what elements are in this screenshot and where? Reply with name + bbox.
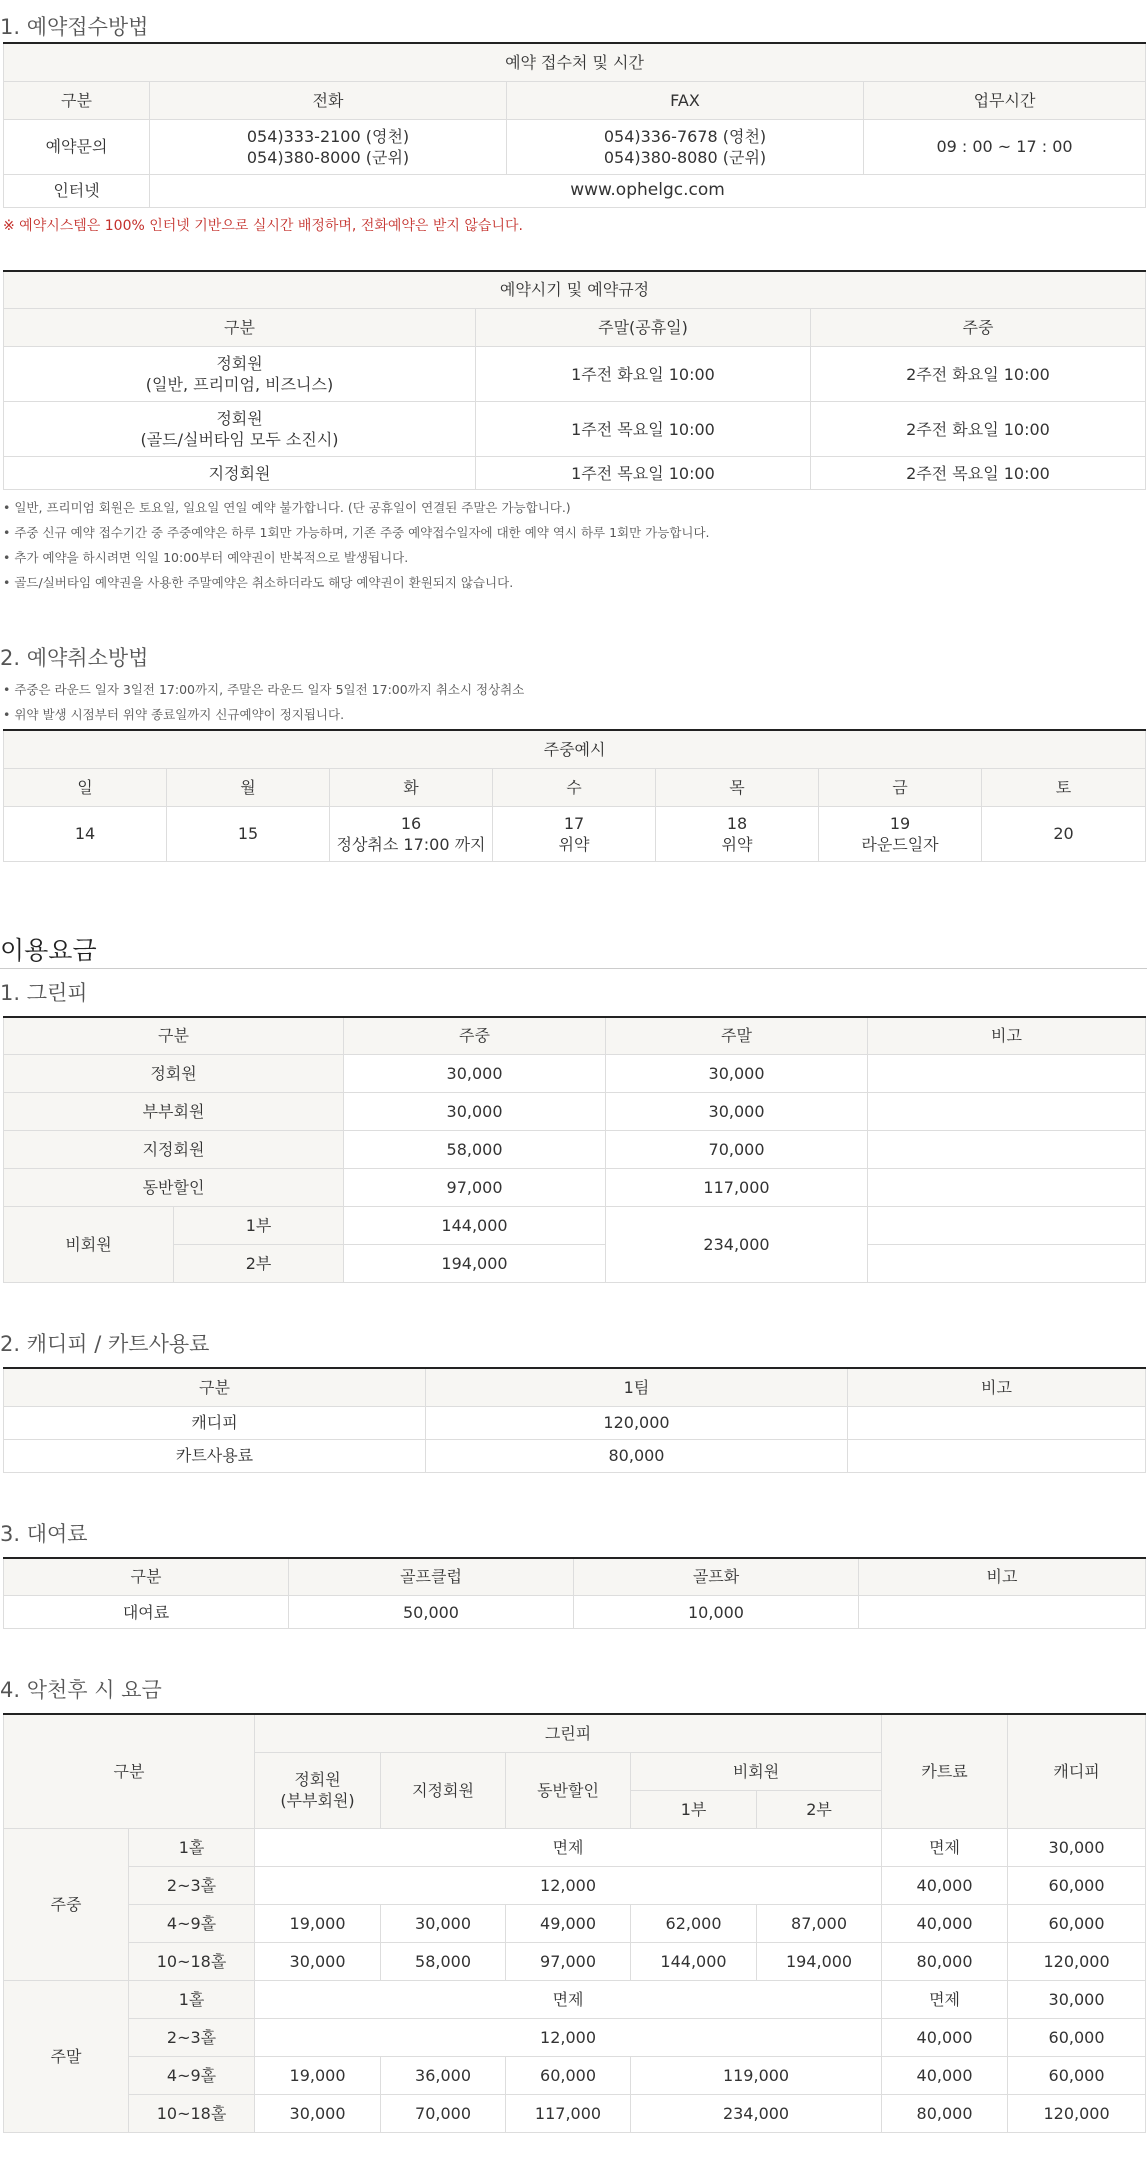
green-fee-heading: 1. 그린피 [0,980,88,1005]
date: 20 [1053,824,1074,843]
table-row [4,1439,1146,1472]
fax-cell [507,119,864,174]
table-row [4,1169,1146,1207]
cart-fee: 40,000 [882,1866,1008,1904]
reservation-notes [0,495,1147,595]
caddie-fee: 60,000 [1008,2018,1146,2056]
holes-label: 1홀 [129,1828,255,1866]
rental-table [3,1557,1146,1630]
holes-label: 10~18홀 [129,1942,255,1980]
weather-heading: 4. 악천후 시 요금 [0,1678,162,1702]
weekday-fee: 30,000 [344,1055,606,1093]
status: 위약 [558,834,590,854]
day-cell [982,806,1146,861]
club-fee: 50,000 [289,1596,574,1629]
row-label: 부부회원 [4,1093,344,1131]
green-fee: 30,000 [255,1942,381,1980]
weekday-fee: 58,000 [344,1131,606,1169]
remarks-cell [848,1406,1146,1439]
cart-fee: 면제 [882,1980,1008,2018]
holes-label: 4~9홀 [129,1904,255,1942]
header-cell: FAX [507,81,864,119]
weekend-fee: 70,000 [606,1131,868,1169]
day-header: 월 [167,768,330,806]
fee-cell: 120,000 [426,1406,848,1439]
part-label: 2부 [174,1245,344,1283]
remarks-cell [868,1245,1146,1283]
table-row [4,2094,1146,2132]
remarks-cell [868,1207,1146,1245]
caddie-fee: 60,000 [1008,1866,1146,1904]
weekday-fee: 97,000 [344,1169,606,1207]
holes-label: 2~3홀 [129,1866,255,1904]
green-fee: 49,000 [506,1904,631,1942]
weekday-cell: 2주전 화요일 10:00 [811,347,1146,402]
table-row [4,347,1146,402]
shoes-fee: 10,000 [574,1596,859,1629]
day-cell [4,806,167,861]
green-fee: 117,000 [506,2094,631,2132]
green-fee: 60,000 [506,2056,631,2094]
weekend-fee: 30,000 [606,1055,868,1093]
cancel-notes [0,677,1147,727]
phone-gunwi: 054)380-8000 (군위) [246,147,410,167]
green-fee: 62,000 [631,1904,757,1942]
green-fee: 면제 [255,1980,882,2018]
day-header: 화 [330,768,493,806]
note-item: • 위약 발생 시점부터 위약 종료일까지 신규예약이 정지됩니다. [3,702,1147,727]
header-line: (부부회원) [280,1791,355,1810]
green-fee: 70,000 [381,2094,506,2132]
green-fee: 194,000 [757,1942,882,1980]
header-cell: 2부 [757,1790,882,1828]
row-label: 인터넷 [4,174,150,207]
date: 18 [726,813,748,833]
website-link[interactable]: www.ophelgc.com [150,174,1146,207]
fax-gunwi: 054)380-8080 (군위) [603,147,767,167]
header-cell: 골프클럽 [289,1558,574,1596]
date: 19 [889,813,911,833]
green-fee: 12,000 [255,1866,882,1904]
weekday-cell: 2주전 화요일 10:00 [811,402,1146,457]
header-cell: 구분 [4,309,476,347]
table-row [4,1245,1146,1283]
part-label: 1부 [174,1207,344,1245]
table-row [4,119,1146,174]
day-cell [656,806,819,861]
header-cell: 비고 [848,1368,1146,1406]
table-row [4,1596,1146,1629]
caddie-fee: 60,000 [1008,2056,1146,2094]
header-cell [255,1752,381,1828]
green-fee: 12,000 [255,2018,882,2056]
green-fee: 30,000 [255,2094,381,2132]
cart-fee: 40,000 [882,2018,1008,2056]
header-cell: 주말(공휴일) [476,309,811,347]
weekday-fee: 194,000 [344,1245,606,1283]
caddie-fee: 60,000 [1008,1904,1146,1942]
day-header: 목 [656,768,819,806]
day-header: 토 [982,768,1146,806]
day-header: 수 [493,768,656,806]
period-label: 주중 [4,1828,129,1980]
header-cell: 비고 [859,1558,1146,1596]
status: 위약 [721,834,753,854]
table-row [4,1904,1146,1942]
header-cell: 카트료 [882,1714,1008,1828]
member-subtype: (골드/실버타임 모두 소진시) [140,430,339,449]
green-fee: 87,000 [757,1904,882,1942]
header-cell: 그린피 [255,1714,882,1752]
header-cell: 비회원 [631,1752,882,1790]
table-row [4,1942,1146,1980]
row-label: 대여료 [4,1596,289,1629]
cart-fee: 40,000 [882,2056,1008,2094]
header-cell: 구분 [4,1368,426,1406]
remarks-cell [859,1596,1146,1629]
table-row [4,2056,1146,2094]
status: 정상취소 17:00 까지 [336,834,486,854]
day-cell [819,806,982,861]
header-cell: 구분 [4,81,150,119]
member-subtype: (일반, 프리미엄, 비즈니스) [145,375,334,394]
green-fee: 144,000 [631,1942,757,1980]
row-label: 예약문의 [4,119,150,174]
row-label: 캐디피 [4,1406,426,1439]
table-row [4,402,1146,457]
cancel-heading: 2. 예약취소방법 [0,646,149,670]
header-cell: 골프화 [574,1558,859,1596]
header-cell: 구분 [4,1017,344,1055]
header-cell: 구분 [4,1714,255,1828]
table-row [4,174,1146,207]
header-cell: 지정회원 [381,1752,506,1828]
table-row [4,2018,1146,2056]
rental-heading: 3. 대여료 [0,1521,88,1546]
weekend-fee: 30,000 [606,1093,868,1131]
table-row [4,1055,1146,1093]
date: 15 [237,824,259,843]
cart-fee: 80,000 [882,2094,1008,2132]
table-row [4,806,1146,861]
reservation-contact-table [3,42,1146,208]
table-caption: 예약시기 및 예약규정 [4,271,1146,309]
weekday-example-table [3,729,1146,862]
period-label: 주말 [4,1980,129,2132]
header-cell: 캐디피 [1008,1714,1146,1828]
header-line: 정회원 [294,1770,341,1789]
cart-fee: 40,000 [882,1904,1008,1942]
header-cell: 구분 [4,1558,289,1596]
date: 16 [400,813,422,833]
weekday-fee: 144,000 [344,1207,606,1245]
table-row [4,1093,1146,1131]
header-cell: 비고 [868,1017,1146,1055]
fees-title: 이용요금 [0,934,1147,969]
row-label: 동반할인 [4,1169,344,1207]
header-cell: 주중 [811,309,1146,347]
header-cell: 1팀 [426,1368,848,1406]
date: 14 [74,824,96,843]
reservation-rules-table [3,270,1146,491]
date: 17 [563,813,585,833]
green-fee-table [3,1016,1146,1284]
weekday-fee: 30,000 [344,1093,606,1131]
cart-fee: 면제 [882,1828,1008,1866]
member-type: 지정회원 [4,457,476,490]
weekend-cell: 1주전 목요일 10:00 [476,402,811,457]
green-fee: 19,000 [255,2056,381,2094]
row-label: 카트사용료 [4,1439,426,1472]
caddie-fee: 120,000 [1008,2094,1146,2132]
table-caption: 주중예시 [4,730,1146,768]
table-row [4,1207,1146,1245]
green-fee: 58,000 [381,1942,506,1980]
reserve-heading: 1. 예약접수방법 [0,15,149,39]
note-item: • 추가 예약을 하시려면 익일 10:00부터 예약권이 반복적으로 발생됩니다. [3,545,1147,570]
member-type: 정회원 [216,409,263,428]
note-item: • 일반, 프리미엄 회원은 토요일, 일요일 연일 예약 불가합니다. (단 공휴일이 연결된 주말은 가능합니다.) [3,495,1147,520]
header-cell: 1부 [631,1790,757,1828]
row-label: 정회원 [4,1055,344,1093]
weekend-cell: 1주전 화요일 10:00 [476,347,811,402]
day-header: 금 [819,768,982,806]
table-row [4,1980,1146,2018]
fax-yeongcheon: 054)336-7678 (영천) [603,126,767,146]
table-row [4,457,1146,490]
table-row [4,1866,1146,1904]
bad-weather-fee-table [3,1713,1146,2133]
weekend-fee: 117,000 [606,1169,868,1207]
table-row [4,1828,1146,1866]
green-fee: 19,000 [255,1904,381,1942]
weekend-fee: 234,000 [606,1207,868,1283]
member-type-cell [4,402,476,457]
fee-cell: 80,000 [426,1439,848,1472]
cart-fee: 80,000 [882,1942,1008,1980]
day-cell [330,806,493,861]
row-label: 비회원 [4,1207,174,1283]
green-fee: 234,000 [631,2094,882,2132]
caddie-cart-table [3,1367,1146,1473]
day-cell [493,806,656,861]
phone-yeongcheon: 054)333-2100 (영천) [246,126,410,146]
day-cell [167,806,330,861]
holes-label: 2~3홀 [129,2018,255,2056]
status: 라운드일자 [861,834,939,854]
hours-cell: 09 : 00 ~ 17 : 00 [864,119,1146,174]
header-cell: 업무시간 [864,81,1146,119]
weekend-cell: 1주전 목요일 10:00 [476,457,811,490]
remarks-cell [868,1131,1146,1169]
member-type: 정회원 [216,354,263,373]
header-cell: 주중 [344,1017,606,1055]
note-item: • 주중 신규 예약 접수기간 중 주중예약은 하루 1회만 가능하며, 기존 주중 예약접수일자에 대한 예약 역시 하루 1회만 가능합니다. [3,520,1147,545]
remarks-cell [868,1093,1146,1131]
green-fee: 30,000 [381,1904,506,1942]
reservation-notice: ※ 예약시스템은 100% 인터넷 기반으로 실시간 배정하며, 전화예약은 받지 않습니다. [3,217,523,234]
member-type-cell [4,347,476,402]
holes-label: 10~18홀 [129,2094,255,2132]
header-cell: 동반할인 [506,1752,631,1828]
day-header: 일 [4,768,167,806]
caddie-fee: 120,000 [1008,1942,1146,1980]
holes-label: 4~9홀 [129,2056,255,2094]
table-row [4,1406,1146,1439]
remarks-cell [868,1169,1146,1207]
caddie-fee: 30,000 [1008,1980,1146,2018]
table-caption: 예약 접수처 및 시간 [4,43,1146,81]
table-row [4,1131,1146,1169]
phone-cell [150,119,507,174]
header-cell: 주말 [606,1017,868,1055]
caddie-fee: 30,000 [1008,1828,1146,1866]
green-fee: 면제 [255,1828,882,1866]
green-fee: 119,000 [631,2056,882,2094]
weekday-cell: 2주전 목요일 10:00 [811,457,1146,490]
holes-label: 1홀 [129,1980,255,2018]
remarks-cell [848,1439,1146,1472]
remarks-cell [868,1055,1146,1093]
row-label: 지정회원 [4,1131,344,1169]
header-cell: 전화 [150,81,507,119]
green-fee: 97,000 [506,1942,631,1980]
green-fee: 36,000 [381,2056,506,2094]
caddie-heading: 2. 캐디피 / 카트사용료 [0,1332,210,1356]
note-item: • 골드/실버타임 예약권을 사용한 주말예약은 취소하더라도 해당 예약권이 환원되지 않습니다. [3,570,1147,595]
note-item: • 주중은 라운드 일자 3일전 17:00까지, 주말은 라운드 일자 5일전 17:00까지 취소시 정상취소 [3,677,1147,702]
